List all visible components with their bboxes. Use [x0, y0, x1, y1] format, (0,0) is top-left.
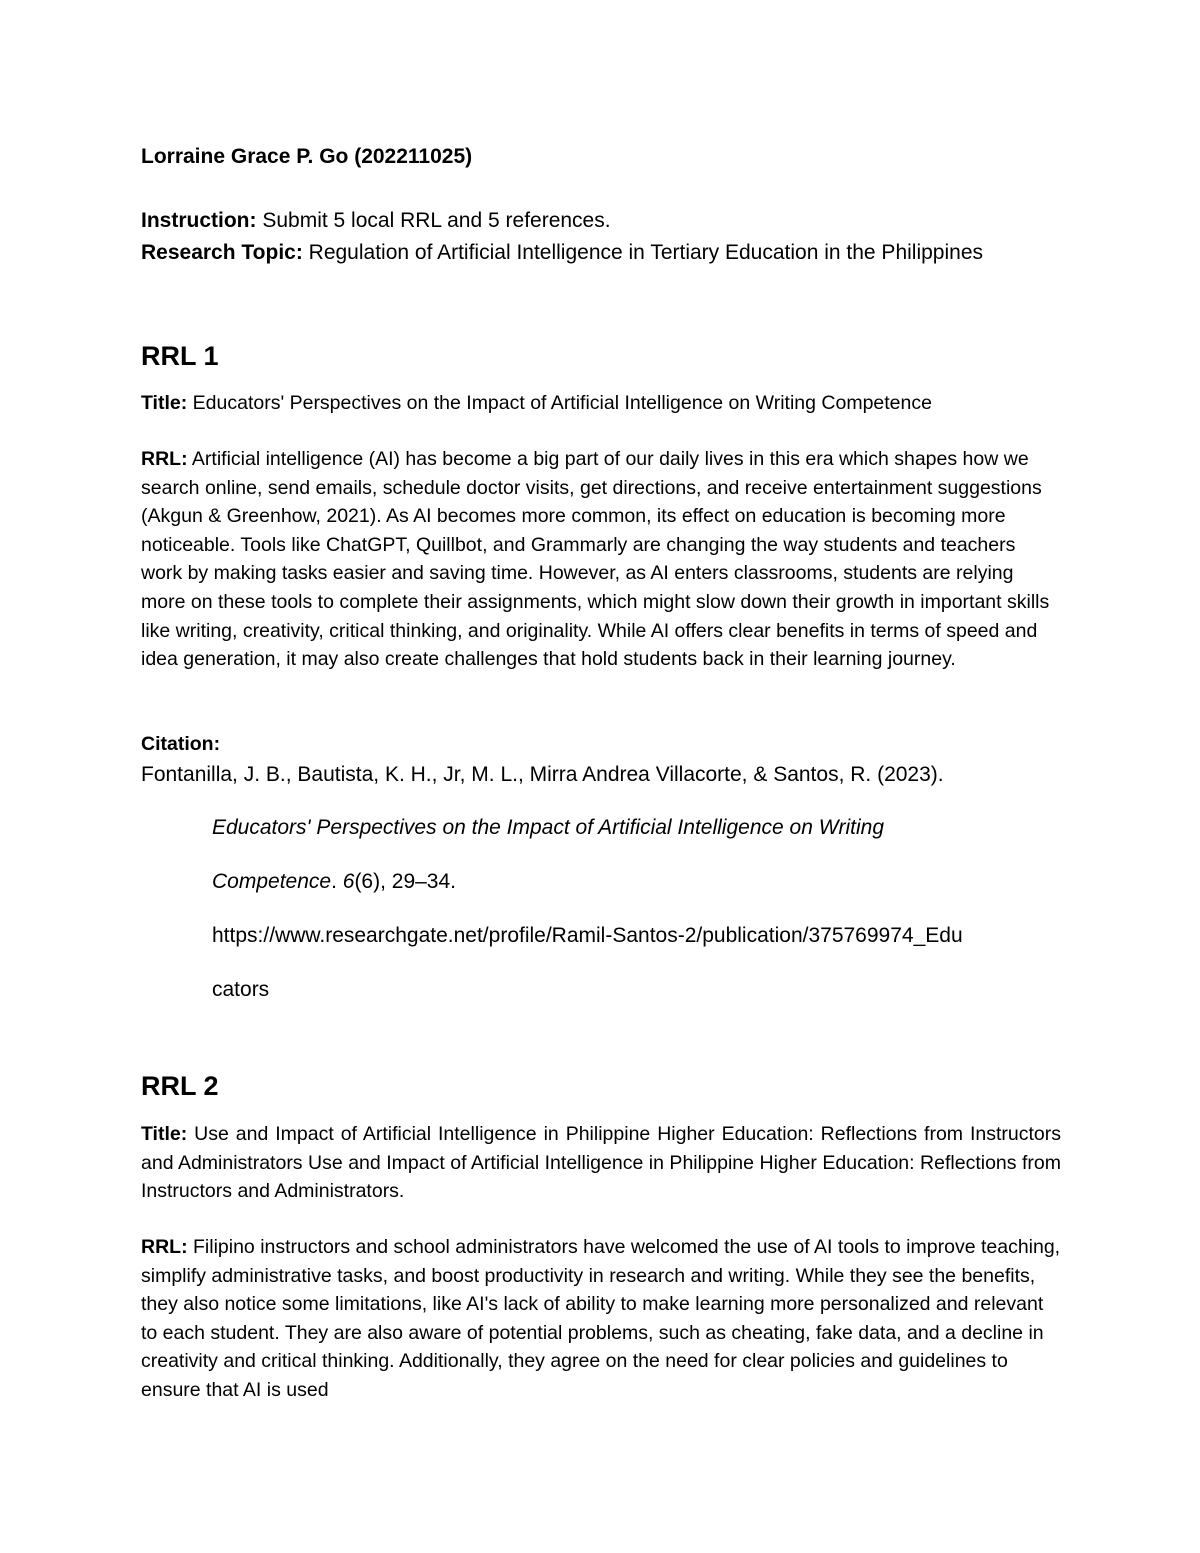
research-topic-line: [141, 237, 1061, 269]
rrl1-title-label: Title:: [141, 392, 188, 414]
author-line: Lorraine Grace P. Go (202211025): [141, 145, 473, 168]
instruction-label: Instruction:: [141, 209, 257, 232]
research-topic-label: Research Topic:: [141, 240, 303, 264]
rrl1-citation-authors: Fontanilla, J. B., Bautista, K. H., Jr, M. L., Mirra Andrea Villacorte, & Santos, R. (2023).: [141, 763, 944, 786]
rrl2-title: [141, 1120, 1061, 1206]
rrl1-citation-url-line2: cators: [212, 978, 270, 1001]
rrl2-review-text: Filipino instructors and school administrators have welcomed the use of AI tools to improve teaching, simplify administrative tasks, and boost productivity in research and writing. While they see the benefits, they also notice some limitations, like AI's lack of ability to make learning more personalized and relevant to each student. They are also aware of potential problems, such as cheating, fake data, and a decline in creativity and critical thinking. Additionally, they agree on the need for clear policies and guidelines to ensure that AI is used: [141, 1236, 1061, 1401]
rrl1-citation-volume: 6: [342, 870, 355, 893]
rrl2-title-label: Title:: [141, 1123, 188, 1145]
rrl1-citation-issue-pages: (6), 29–34.: [354, 870, 457, 893]
rrl2-review-paragraph: [141, 1233, 1061, 1405]
rrl2-heading: RRL 2: [141, 1071, 219, 1101]
rrl1-review-label: RRL:: [141, 448, 188, 470]
rrl1-citation-separator: .: [331, 870, 343, 893]
rrl1-citation-title-part2: Competence: [212, 870, 332, 893]
instruction-line: [141, 205, 1061, 237]
rrl1-citation-title-part1: Educators' Perspectives on the Impact of Artificial Intelligence on Writing: [212, 816, 885, 839]
research-topic-text: Regulation of Artificial Intelligence in Tertiary Education in the Philippines: [302, 240, 984, 264]
rrl1-heading: RRL 1: [141, 341, 219, 371]
rrl1-citation-source-line: [212, 866, 1092, 898]
rrl2-title-text: Use and Impact of Artificial Intelligence in Philippine Higher Education: Reflections from Instructors and Administrators Use and Impact of Artificial Intelligence in Philippine Higher Education: Reflections from Instructors and Administrators.: [141, 1123, 1061, 1203]
rrl1-review-text: Artificial intelligence (AI) has become a big part of our daily lives in this era which shapes how we search online, send emails, schedule doctor visits, get directions, and receive entertainment suggestions (Akgun & Greenhow, 2021). As AI becomes more common, its effect on education is becoming more noticeable. Tools like ChatGPT, Quillbot, and Grammarly are changing the way students and teachers work by making tasks easier and saving time. However, as AI enters classrooms, students are relying more on these tools to complete their assignments, which might slow down their growth in important skills like writing, creativity, critical thinking, and originality. While AI offers clear benefits in terms of speed and idea generation, it may also create challenges that hold students back in their learning journey.: [141, 448, 1050, 671]
rrl1-citation-title-line: [212, 812, 1092, 844]
rrl1-title: [141, 389, 1061, 418]
rrl1-review-paragraph: [141, 445, 1061, 674]
rrl1-citation-label: Citation:: [141, 733, 221, 755]
assignment-details: [141, 205, 1061, 268]
rrl2-review-label: RRL:: [141, 1236, 188, 1258]
rrl1-title-text: Educators' Perspectives on the Impact of Artificial Intelligence on Writing Competence: [187, 392, 932, 414]
instruction-text: Submit 5 local RRL and 5 references.: [256, 209, 611, 232]
rrl1-citation-url-line1: https://www.researchgate.net/profile/Ramil-Santos-2/publication/375769974_Edu: [212, 924, 963, 947]
